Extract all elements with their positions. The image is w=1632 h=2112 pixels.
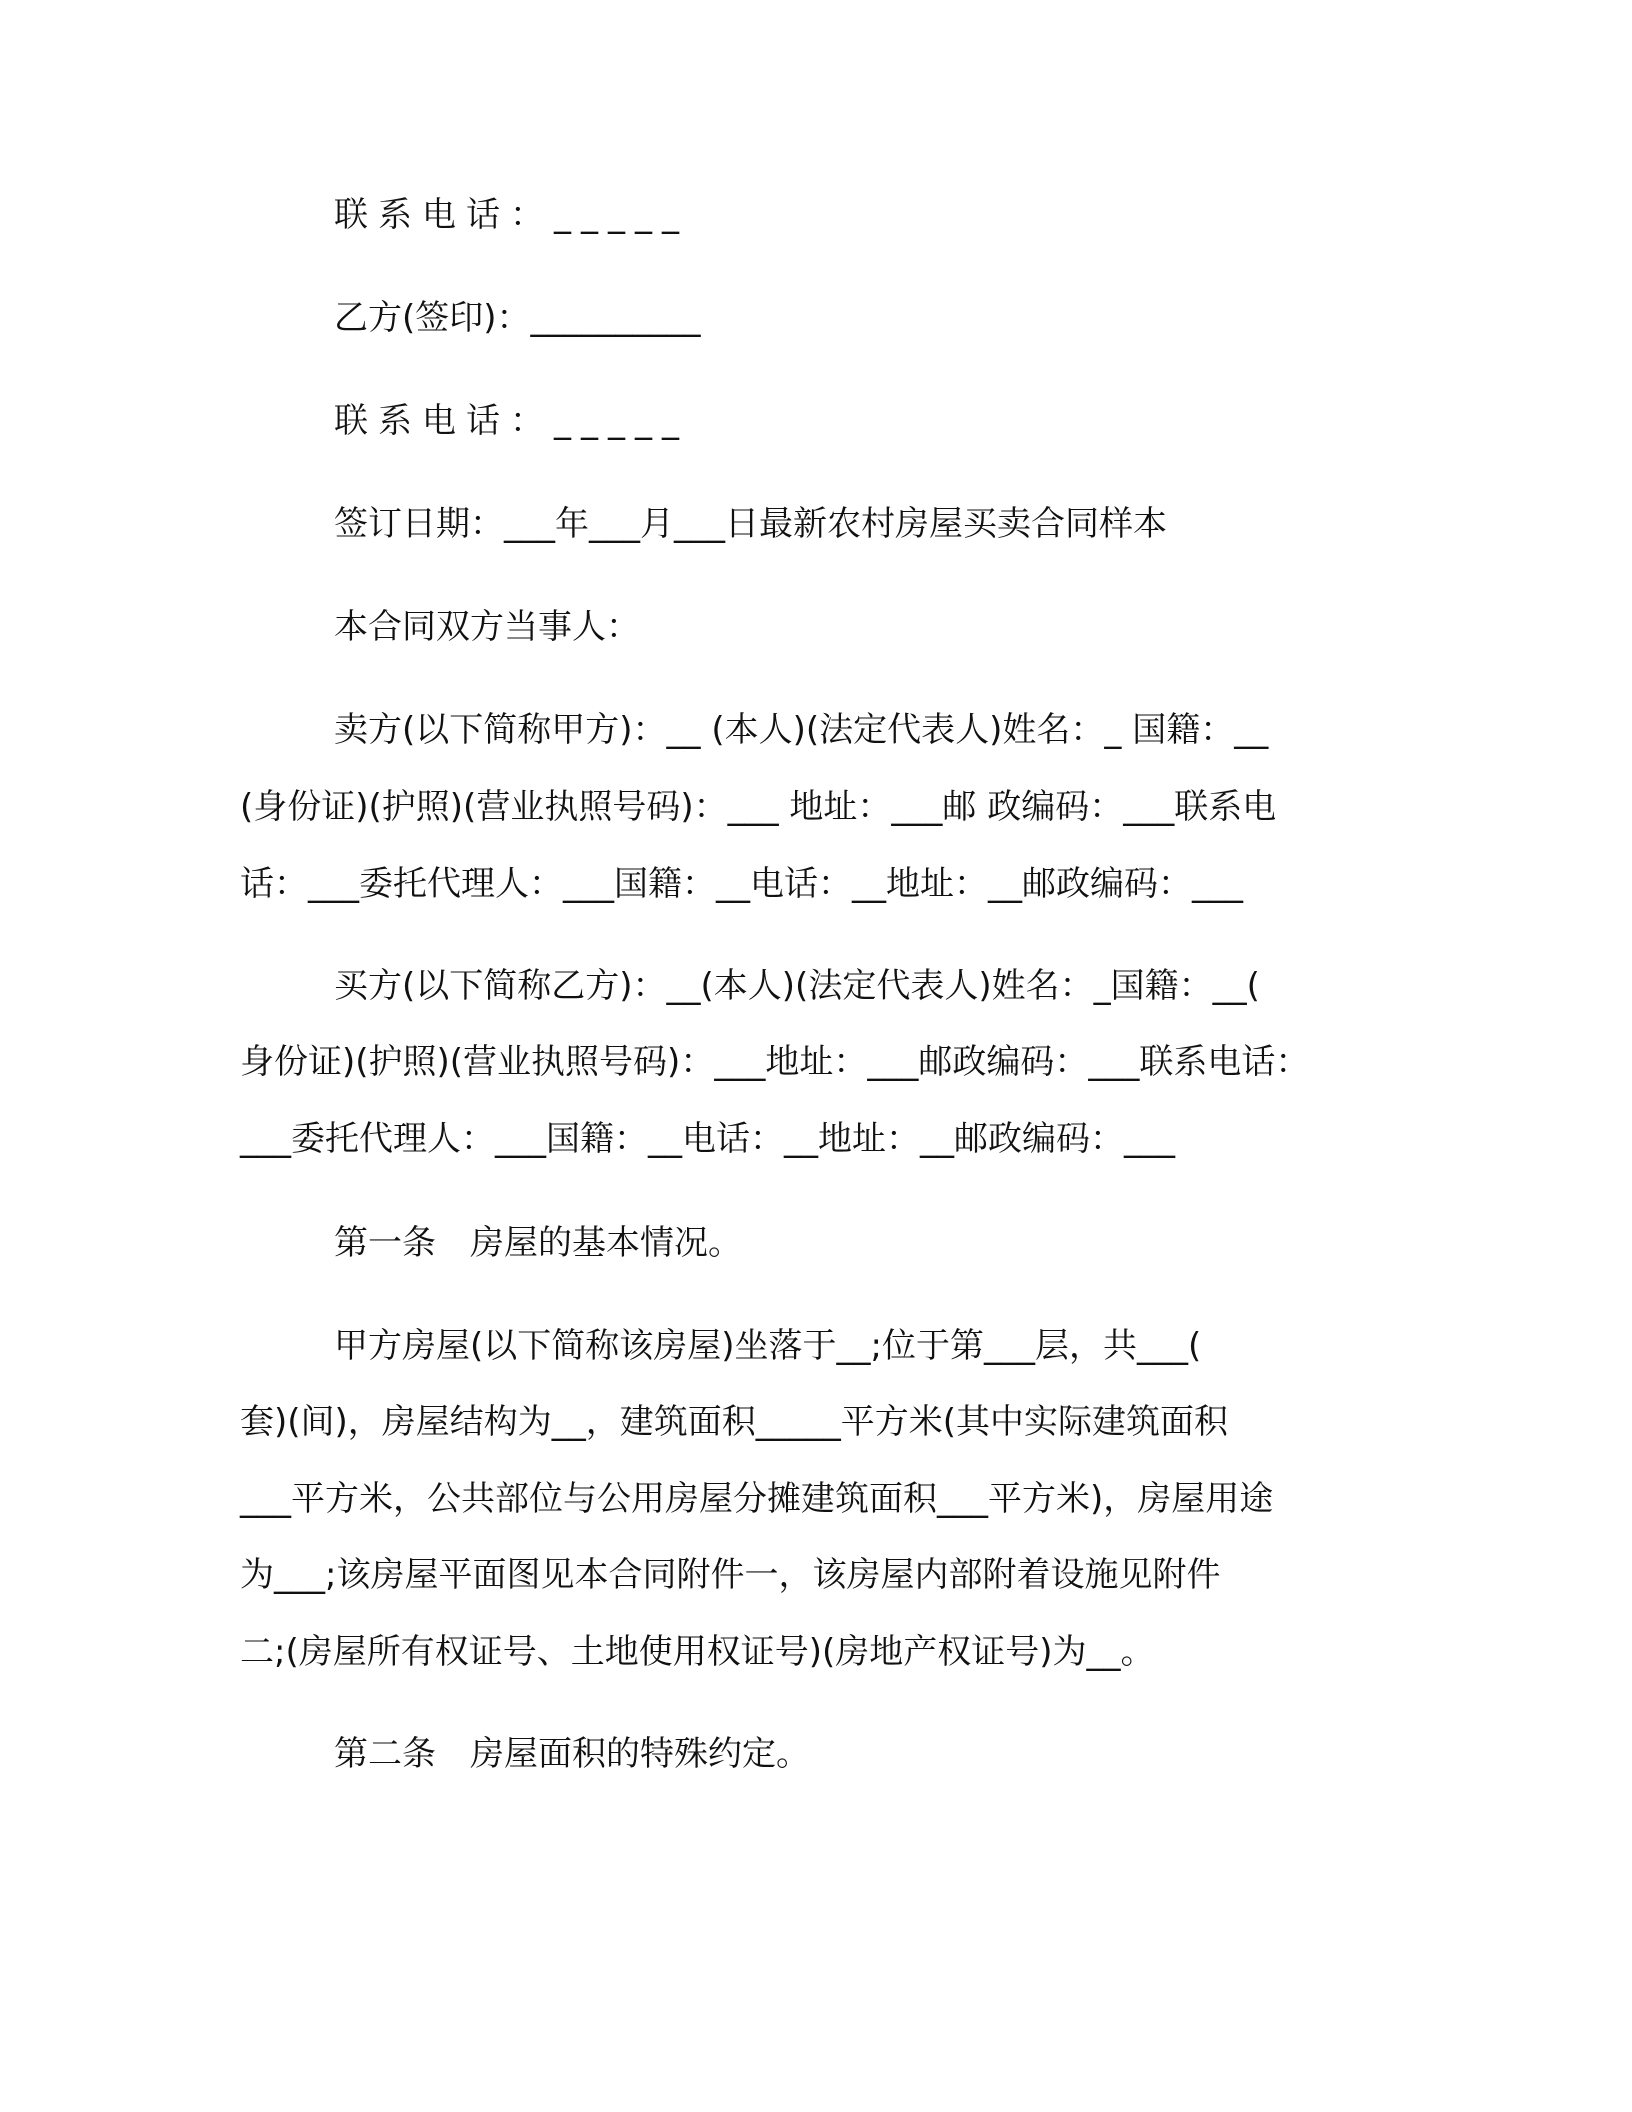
contact-phone-line-2: 联系电话：_____ (334, 401, 689, 441)
party-b-signature-line: 乙方(签印)：__________ (334, 298, 701, 338)
contact-phone-line-1: 联系电话：_____ (334, 195, 689, 235)
buyer-line-3: ___委托代理人：___国籍：__电话：__地址：__邮政编码：___ (240, 1119, 1175, 1159)
article-2-heading: 第二条 房屋面积的特殊约定。 (334, 1734, 810, 1774)
parties-heading: 本合同双方当事人： (334, 607, 640, 647)
article-1-line-5: 二;(房屋所有权证号、土地使用权证号)(房地产权证号)为__。 (240, 1632, 1155, 1672)
buyer-line-2: 身份证)(护照)(营业执照号码)：___地址：___邮政编码：___联系电话： (240, 1042, 1310, 1082)
article-1-line-2: 套)(间)，房屋结构为__，建筑面积_____平方米(其中实际建筑面积 (240, 1402, 1229, 1442)
article-1-line-1: 甲方房屋(以下简称该房屋)坐落于__;位于第___层，共___( (334, 1326, 1202, 1366)
article-1-heading: 第一条 房屋的基本情况。 (334, 1223, 742, 1263)
seller-line-1: 卖方(以下简称甲方)：__ (本人)(法定代表人)姓名：_ 国籍：__ (334, 710, 1269, 750)
seller-line-2: (身份证)(护照)(营业执照号码)：___ 地址：___邮 政编码：___联系电 (240, 787, 1277, 827)
seller-line-3: 话：___委托代理人：___国籍：__电话：__地址：__邮政编码：___ (240, 864, 1243, 904)
buyer-line-1: 买方(以下简称乙方)：__(本人)(法定代表人)姓名：_国籍：__( (334, 966, 1260, 1006)
article-1-line-4: 为___;该房屋平面图见本合同附件一，该房屋内部附着设施见附件 (240, 1555, 1221, 1595)
signing-date-title-line: 签订日期：___年___月___日最新农村房屋买卖合同样本 (334, 504, 1167, 544)
article-1-line-3: ___平方米，公共部位与公用房屋分摊建筑面积___平方米)，房屋用途 (240, 1479, 1274, 1519)
